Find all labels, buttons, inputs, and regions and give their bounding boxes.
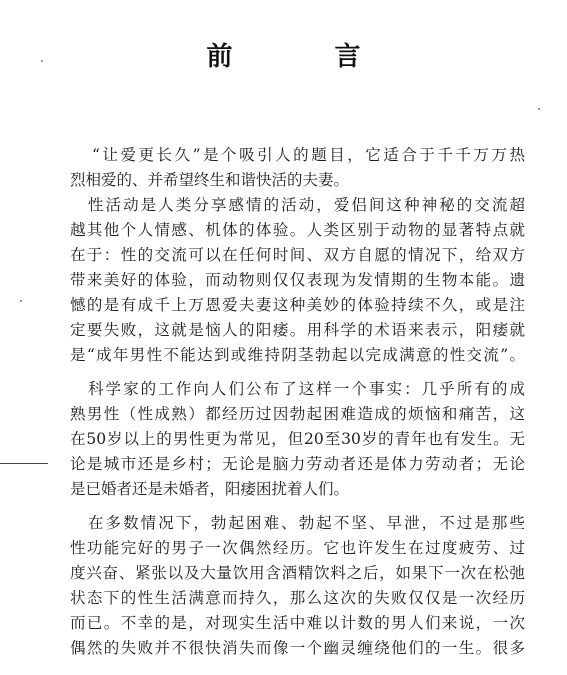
text-line: 是已婚者还是未婚者，阳痿困扰着人们。: [70, 480, 350, 498]
text-line: 憾的是有成千上万恩爱夫妻这种美妙的体验持续不久，或是注: [70, 296, 525, 314]
text-line: 偶然的失败并不很快消失而像一个幽灵缠绕他们的一生。很多: [70, 639, 525, 657]
scan-margin-mark: [0, 463, 48, 464]
text-line: 在于：性的交流可以在任何时间、双方自愿的情况下，给双方: [70, 246, 525, 264]
text-line: 性活动是人类分享感情的活动，爱侣间这种神秘的交流超: [88, 196, 525, 214]
scan-speck: [41, 60, 43, 62]
text-line: 科学家的工作向人们公布了这样一个事实：几乎所有的成: [88, 380, 525, 398]
text-line: 越其他个人情感、机体的体验。人类区别于动物的显著特点就: [70, 221, 525, 239]
text-line: 在多数情况下，勃起困难、勃起不坚、早泄，不过是那些: [88, 514, 525, 532]
text-line: 带来美好的体验，而动物则仅仅表现为发情期的生物本能。遗: [70, 271, 525, 289]
text-line: “让爱更长久”是个吸引人的题目，它适合于千千万万热: [92, 146, 525, 164]
text-line: 性功能完好的男子一次偶然经历。它也许发生在过度疲劳、过: [70, 539, 525, 557]
text-line: 烈相爱的、并希望终生和谐快活的夫妻。: [70, 171, 350, 189]
text-line: 在50岁以上的男性更为常见，但20至30岁的青年也有发生。无: [70, 430, 525, 448]
text-line: 定要失败，这就是恼人的阳痿。用科学的术语来表示，阳痿就: [70, 321, 525, 339]
text-line: 度兴奋、紧张以及大量饮用含酒精饮料之后，如果下一次在松弛: [70, 564, 525, 582]
scan-speck: [538, 108, 540, 110]
scan-speck: [20, 300, 22, 302]
page-title: 前 言: [206, 42, 399, 72]
text-line: 状态下的性生活满意而持久，那么这次的失败仅仅是一次经历: [70, 589, 525, 607]
text-line: 是“成年男性不能达到或维持阴茎勃起以完成满意的性交流”。: [70, 346, 525, 364]
text-line: 论是城市还是乡村；无论是脑力劳动者还是体力劳动者；无论: [70, 455, 525, 473]
text-line: 熟男性（性成熟）都经历过因勃起困难造成的烦恼和痛苦，这: [70, 405, 525, 423]
text-line: 而已。不幸的是，对现实生活中难以计数的男人们来说，一次: [70, 614, 525, 632]
